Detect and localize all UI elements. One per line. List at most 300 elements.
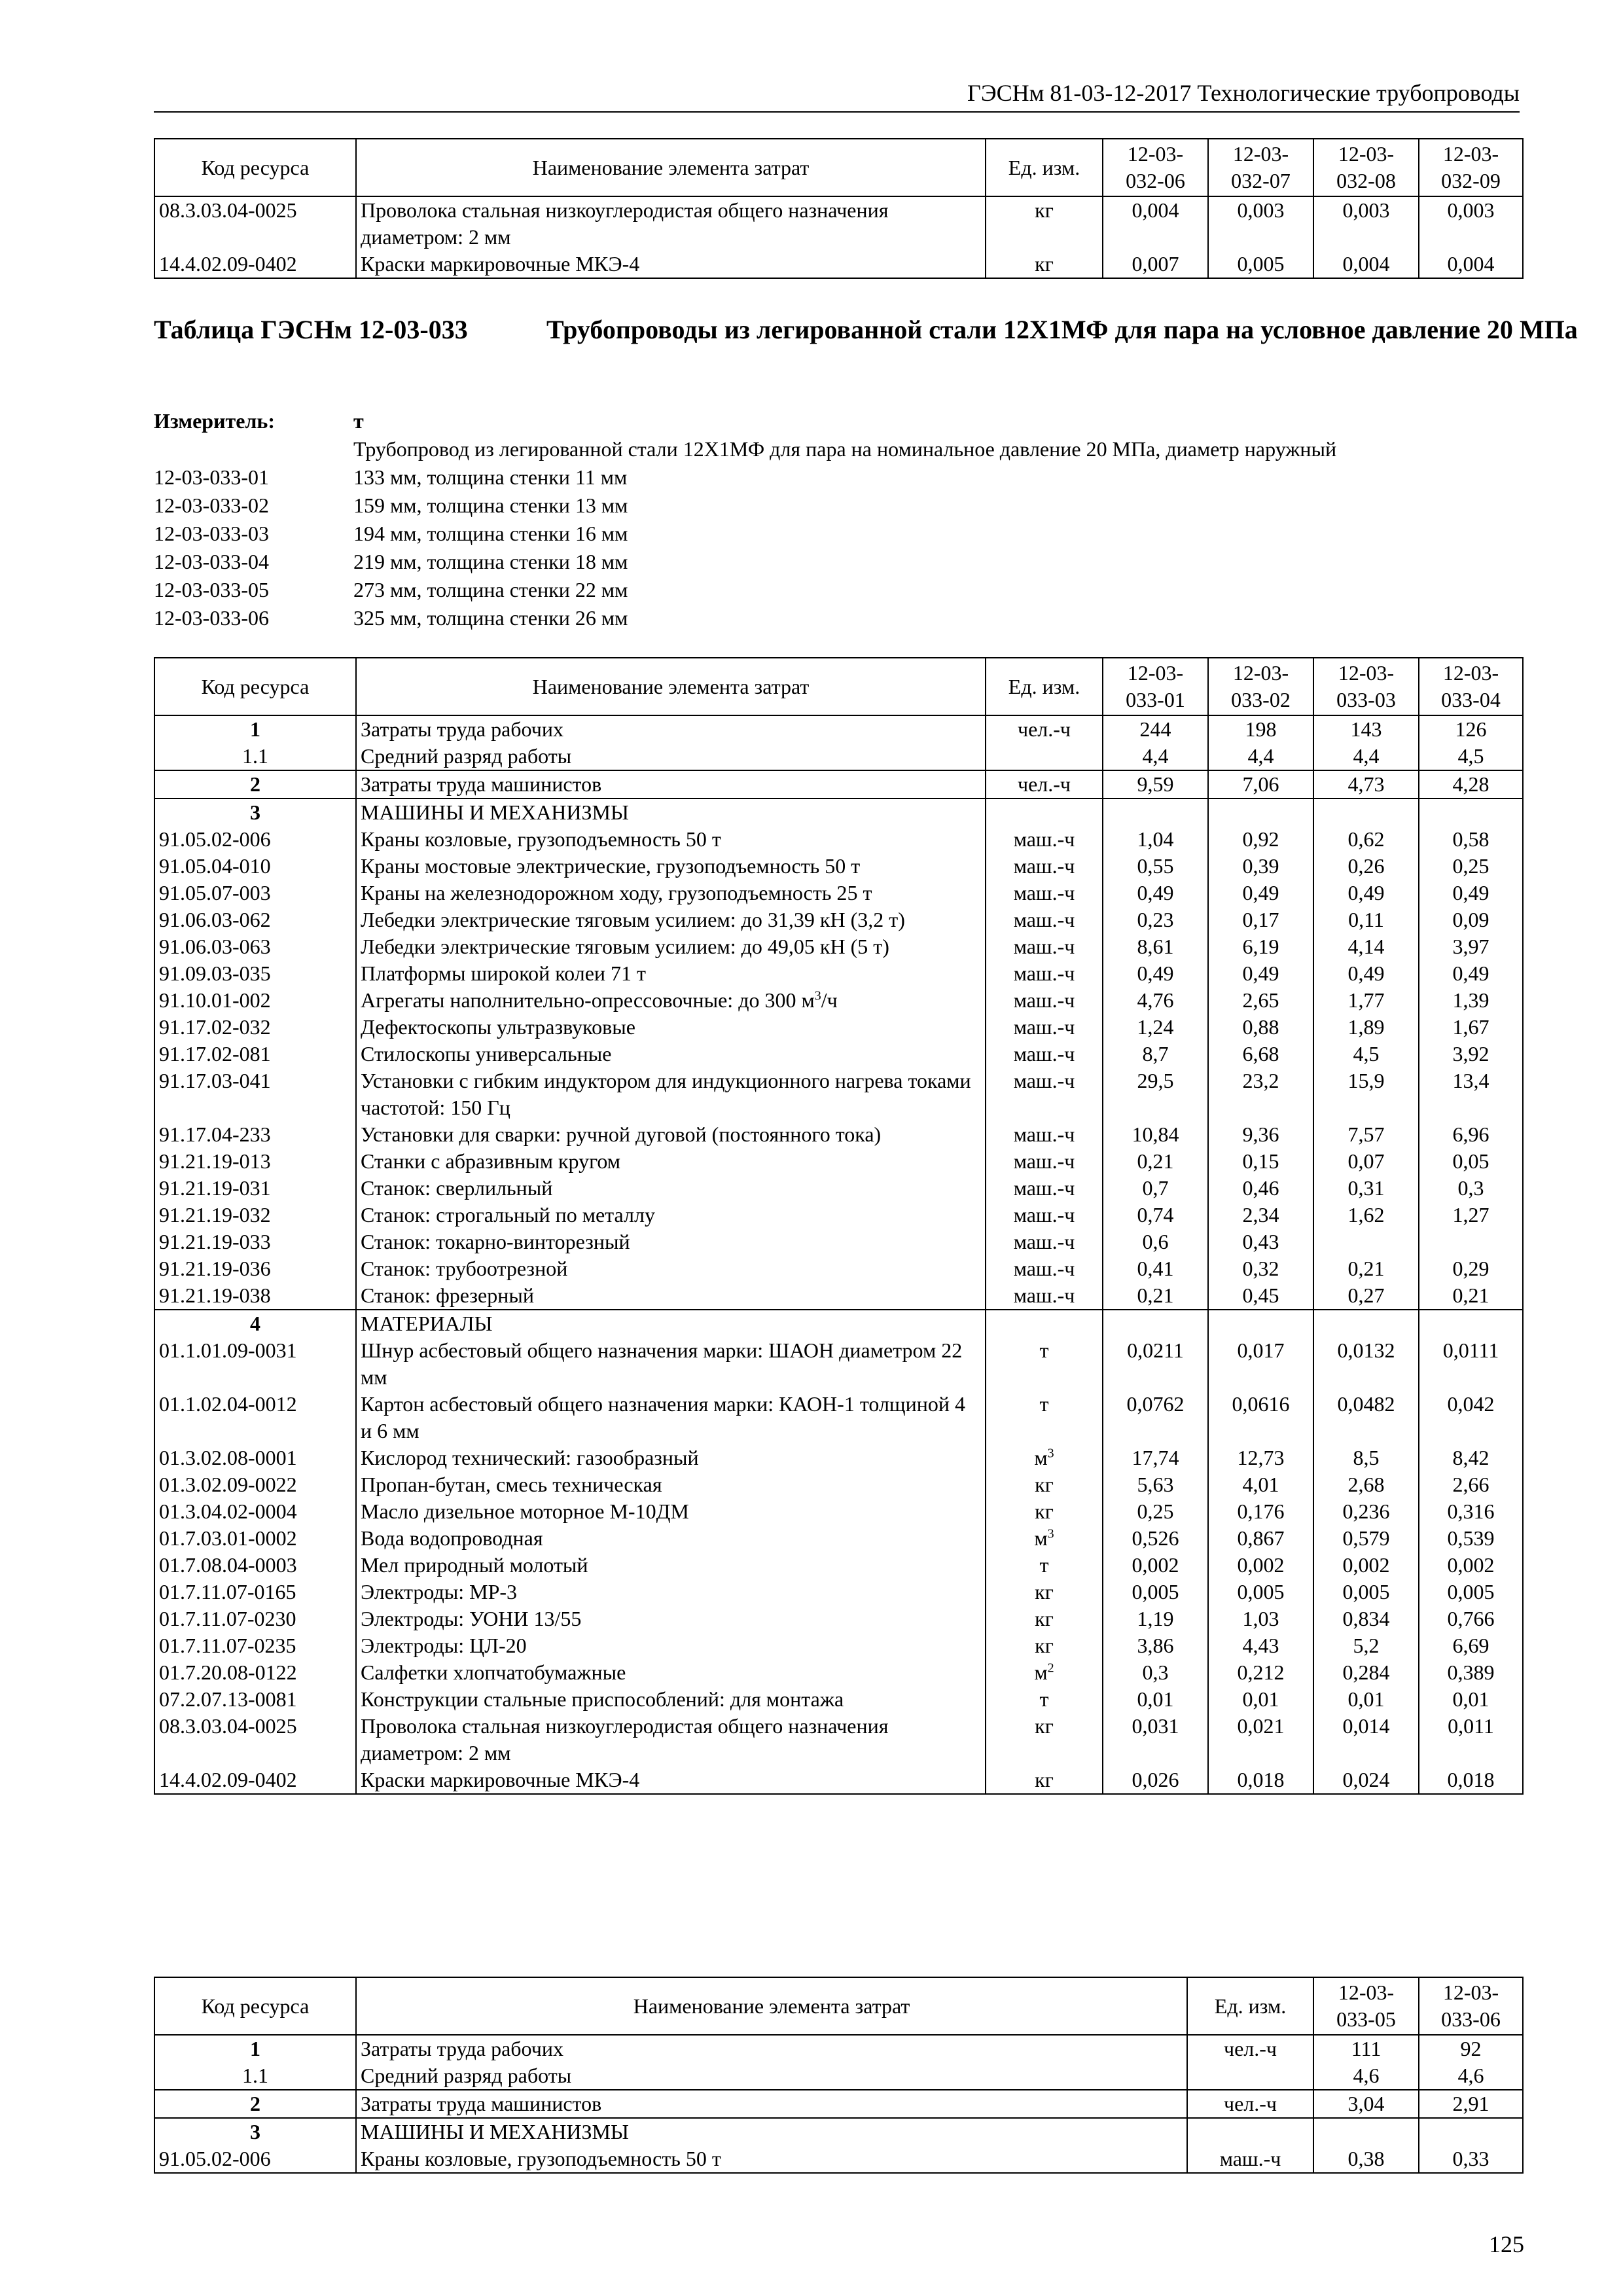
norm-value: 4,6 bbox=[1419, 2062, 1523, 2090]
norm-value: 7,06 bbox=[1208, 770, 1313, 798]
norm-value: 0,579 bbox=[1313, 1525, 1419, 1552]
norm-value: 15,9 bbox=[1313, 1067, 1419, 1121]
measure-item-text: 219 мм, толщина стенки 18 мм bbox=[353, 550, 628, 573]
norm-value: 0,23 bbox=[1103, 906, 1208, 933]
norm-value bbox=[1419, 798, 1523, 826]
norm-value: 4,5 bbox=[1419, 743, 1523, 770]
norm-value: 1,67 bbox=[1419, 1014, 1523, 1041]
resource-code: 91.21.19-013 bbox=[154, 1148, 356, 1175]
resource-name: МАШИНЫ И МЕХАНИЗМЫ bbox=[356, 2118, 1187, 2145]
resource-unit: кг bbox=[986, 1605, 1103, 1632]
resource-unit: маш.-ч bbox=[986, 1229, 1103, 1255]
table-row bbox=[154, 906, 1523, 933]
resource-name: Станок: строгальный по металлу bbox=[356, 1202, 986, 1229]
table-title-label: Таблица ГЭСНм 12-03-033 bbox=[154, 315, 468, 344]
norm-value: 0,042 bbox=[1419, 1391, 1523, 1444]
table-row bbox=[154, 826, 1523, 853]
norm-value: 0,014 bbox=[1313, 1713, 1419, 1767]
norm-value: 4,4 bbox=[1103, 743, 1208, 770]
resource-unit: кг bbox=[986, 1713, 1103, 1767]
resource-unit: маш.-ч bbox=[986, 1041, 1103, 1067]
norm-value: 12,73 bbox=[1208, 1444, 1313, 1471]
norm-value: 2,91 bbox=[1419, 2090, 1523, 2118]
norm-value bbox=[1419, 2118, 1523, 2145]
resource-unit: маш.-ч bbox=[986, 1067, 1103, 1121]
resource-unit: кг bbox=[986, 1632, 1103, 1659]
resource-code: 01.7.11.07-0235 bbox=[154, 1632, 356, 1659]
col-header-unit: Ед. изм. bbox=[986, 139, 1103, 196]
resource-unit: маш.-ч bbox=[986, 853, 1103, 880]
resource-name: Электроды: УОНИ 13/55 bbox=[356, 1605, 986, 1632]
norm-value bbox=[1313, 1229, 1419, 1255]
resource-name: Электроды: ЦЛ-20 bbox=[356, 1632, 986, 1659]
norm-value: 9,36 bbox=[1208, 1121, 1313, 1148]
norm-value: 4,76 bbox=[1103, 987, 1208, 1014]
norm-value: 0,002 bbox=[1419, 1552, 1523, 1579]
resource-unit: маш.-ч bbox=[986, 1202, 1103, 1229]
table-row bbox=[154, 880, 1523, 906]
resource-code: 2 bbox=[154, 2090, 356, 2118]
norm-value: 0,005 bbox=[1103, 1579, 1208, 1605]
norm-value: 0,003 bbox=[1419, 196, 1523, 251]
norm-value bbox=[1208, 1310, 1313, 1337]
norm-value: 0,01 bbox=[1208, 1686, 1313, 1713]
measure-item-code: 12-03-033-04 bbox=[154, 550, 269, 573]
resource-code: 1.1 bbox=[154, 2062, 356, 2090]
table-row bbox=[154, 1014, 1523, 1041]
col-header-code: Код ресурса bbox=[154, 139, 356, 196]
table-row bbox=[154, 251, 1523, 278]
norm-value: 2,66 bbox=[1419, 1471, 1523, 1498]
norm-value: 198 bbox=[1208, 715, 1313, 743]
norm-value: 0,002 bbox=[1103, 1552, 1208, 1579]
norm-value: 23,2 bbox=[1208, 1067, 1313, 1121]
norm-value: 0,74 bbox=[1103, 1202, 1208, 1229]
norm-value: 0,867 bbox=[1208, 1525, 1313, 1552]
norm-value: 0,007 bbox=[1103, 251, 1208, 278]
resource-unit: чел.-ч bbox=[1187, 2090, 1313, 2118]
norm-value: 0,002 bbox=[1208, 1552, 1313, 1579]
measure-item-text: 159 мм, толщина стенки 13 мм bbox=[353, 493, 628, 517]
resource-unit: т bbox=[986, 1686, 1103, 1713]
resource-unit: чел.-ч bbox=[986, 715, 1103, 743]
resource-code: 4 bbox=[154, 1310, 356, 1337]
resource-name: Станок: токарно-винторезный bbox=[356, 1229, 986, 1255]
norm-value: 0,38 bbox=[1313, 2145, 1419, 2173]
resource-code: 14.4.02.09-0402 bbox=[154, 251, 356, 278]
resource-code: 3 bbox=[154, 798, 356, 826]
table-row bbox=[154, 798, 1523, 826]
norm-value: 9,59 bbox=[1103, 770, 1208, 798]
norm-value: 111 bbox=[1313, 2035, 1419, 2062]
table-row bbox=[154, 1391, 1523, 1444]
norm-value: 0,018 bbox=[1208, 1767, 1313, 1794]
measure-item-code: 12-03-033-03 bbox=[154, 522, 269, 545]
norm-value: 0,526 bbox=[1103, 1525, 1208, 1552]
norm-value: 0,39 bbox=[1208, 853, 1313, 880]
norm-value bbox=[1103, 1310, 1208, 1337]
norm-value: 0,49 bbox=[1313, 960, 1419, 987]
table-row bbox=[154, 1175, 1523, 1202]
norm-value: 0,43 bbox=[1208, 1229, 1313, 1255]
norm-value: 0,62 bbox=[1313, 826, 1419, 853]
norm-value: 0,31 bbox=[1313, 1175, 1419, 1202]
col-header-norm: 12-03- 033-05 bbox=[1313, 1977, 1419, 2035]
norm-value: 4,43 bbox=[1208, 1632, 1313, 1659]
table-row bbox=[154, 743, 1523, 770]
norm-value: 0,018 bbox=[1419, 1767, 1523, 1794]
norm-value: 0,92 bbox=[1208, 826, 1313, 853]
norm-value: 7,57 bbox=[1313, 1121, 1419, 1148]
resource-unit: маш.-ч bbox=[986, 1282, 1103, 1310]
norm-value: 0,21 bbox=[1103, 1148, 1208, 1175]
table-row bbox=[154, 1444, 1523, 1471]
resource-code: 91.05.07-003 bbox=[154, 880, 356, 906]
col-header-norm: 12-03- 032-09 bbox=[1419, 139, 1523, 196]
norm-value: 0,46 bbox=[1208, 1175, 1313, 1202]
table-row bbox=[154, 1041, 1523, 1067]
norm-value: 0,25 bbox=[1419, 853, 1523, 880]
table-row bbox=[154, 2145, 1523, 2173]
resource-code: 91.10.01-002 bbox=[154, 987, 356, 1014]
norm-value: 6,96 bbox=[1419, 1121, 1523, 1148]
norm-value: 0,284 bbox=[1313, 1659, 1419, 1686]
norm-value: 0,55 bbox=[1103, 853, 1208, 880]
resource-code: 91.06.03-062 bbox=[154, 906, 356, 933]
norm-value: 3,04 bbox=[1313, 2090, 1419, 2118]
resource-code: 91.21.19-036 bbox=[154, 1255, 356, 1282]
resource-code: 91.05.02-006 bbox=[154, 2145, 356, 2173]
col-header-norm: 12-03- 033-01 bbox=[1103, 658, 1208, 715]
norm-value: 0,005 bbox=[1208, 1579, 1313, 1605]
norm-value: 0,316 bbox=[1419, 1498, 1523, 1525]
norm-value: 0,01 bbox=[1419, 1686, 1523, 1713]
resource-code: 1.1 bbox=[154, 743, 356, 770]
table-row bbox=[154, 2035, 1523, 2062]
norm-value: 2,65 bbox=[1208, 987, 1313, 1014]
resource-unit: маш.-ч bbox=[986, 826, 1103, 853]
measure-item-code: 12-03-033-05 bbox=[154, 578, 269, 601]
resource-name: Краны козловые, грузоподъемность 50 т bbox=[356, 2145, 1187, 2173]
norm-value: 0,236 bbox=[1313, 1498, 1419, 1525]
norm-value: 143 bbox=[1313, 715, 1419, 743]
col-header-name: Наименование элемента затрат bbox=[356, 139, 986, 196]
table-row bbox=[154, 1605, 1523, 1632]
resource-unit bbox=[986, 1310, 1103, 1337]
norm-value: 8,7 bbox=[1103, 1041, 1208, 1067]
norm-value: 0,45 bbox=[1208, 1282, 1313, 1310]
resource-unit: маш.-ч bbox=[986, 1121, 1103, 1148]
measure-item-text: 133 мм, толщина стенки 11 мм bbox=[353, 465, 628, 489]
norm-value: 0,88 bbox=[1208, 1014, 1313, 1041]
resource-code: 01.3.02.08-0001 bbox=[154, 1444, 356, 1471]
resource-name: Вода водопроводная bbox=[356, 1525, 986, 1552]
norm-value: 1,27 bbox=[1419, 1202, 1523, 1229]
resource-code: 08.3.03.04-0025 bbox=[154, 196, 356, 251]
norm-value: 0,003 bbox=[1208, 196, 1313, 251]
measure-item-code: 12-03-033-01 bbox=[154, 465, 269, 489]
table-row bbox=[154, 2090, 1523, 2118]
norm-value: 0,21 bbox=[1419, 1282, 1523, 1310]
resource-name: Краны на железнодорожном ходу, грузоподъемность 25 т bbox=[356, 880, 986, 906]
resource-code: 91.21.19-031 bbox=[154, 1175, 356, 1202]
norm-value: 0,49 bbox=[1419, 960, 1523, 987]
resource-code: 91.17.02-032 bbox=[154, 1014, 356, 1041]
resource-name: Лебедки электрические тяговым усилием: до 31,39 кН (3,2 т) bbox=[356, 906, 986, 933]
resource-code: 1 bbox=[154, 715, 356, 743]
table-row bbox=[154, 1498, 1523, 1525]
resource-name: Краски маркировочные МКЭ-4 bbox=[356, 1767, 986, 1794]
resource-name: Проволока стальная низкоуглеродистая общего назначения диаметром: 2 мм bbox=[356, 196, 986, 251]
col-header-name: Наименование элемента затрат bbox=[356, 658, 986, 715]
resource-name: Масло дизельное моторное М-10ДМ bbox=[356, 1498, 986, 1525]
resource-name: Мел природный молотый bbox=[356, 1552, 986, 1579]
table-row bbox=[154, 933, 1523, 960]
table-row bbox=[154, 2062, 1523, 2090]
measure-description: Трубопровод из легированной стали 12Х1МФ для пара на номинальное давление 20 МПа, диаметр наружный bbox=[353, 437, 1337, 461]
table-row bbox=[154, 1767, 1523, 1794]
table-row bbox=[154, 196, 1523, 251]
norm-value: 29,5 bbox=[1103, 1067, 1208, 1121]
table-row bbox=[154, 1659, 1523, 1686]
norm-value: 1,89 bbox=[1313, 1014, 1419, 1041]
norm-value: 0,0132 bbox=[1313, 1337, 1419, 1391]
norm-value: 4,28 bbox=[1419, 770, 1523, 798]
norm-value: 0,002 bbox=[1313, 1552, 1419, 1579]
resource-unit: чел.-ч bbox=[986, 770, 1103, 798]
col-header-norm: 12-03- 033-04 bbox=[1419, 658, 1523, 715]
resource-unit: кг bbox=[986, 1767, 1103, 1794]
resource-unit: кг bbox=[986, 1498, 1103, 1525]
norm-value: 0,004 bbox=[1313, 251, 1419, 278]
norm-value: 0,3 bbox=[1103, 1659, 1208, 1686]
table-row bbox=[154, 1552, 1523, 1579]
norm-value: 0,176 bbox=[1208, 1498, 1313, 1525]
resource-code: 14.4.02.09-0402 bbox=[154, 1767, 356, 1794]
resource-unit: маш.-ч bbox=[1187, 2145, 1313, 2173]
norm-value: 0,017 bbox=[1208, 1337, 1313, 1391]
resource-unit: маш.-ч bbox=[986, 1255, 1103, 1282]
norm-value bbox=[1313, 2118, 1419, 2145]
resource-code: 91.21.19-032 bbox=[154, 1202, 356, 1229]
norm-value: 0,49 bbox=[1419, 880, 1523, 906]
resource-name: Затраты труда рабочих bbox=[356, 715, 986, 743]
table-header-row bbox=[154, 1977, 1523, 2035]
measure-item-text: 273 мм, толщина стенки 22 мм bbox=[353, 578, 628, 601]
resource-name: Пропан-бутан, смесь техническая bbox=[356, 1471, 986, 1498]
norm-value: 0,49 bbox=[1208, 960, 1313, 987]
norm-value: 4,14 bbox=[1313, 933, 1419, 960]
norm-value: 0,32 bbox=[1208, 1255, 1313, 1282]
resource-code: 91.17.04-233 bbox=[154, 1121, 356, 1148]
resource-name: Краны козловые, грузоподъемность 50 т bbox=[356, 826, 986, 853]
table-row bbox=[154, 715, 1523, 743]
resource-name: Лебедки электрические тяговым усилием: до 49,05 кН (5 т) bbox=[356, 933, 986, 960]
norm-value: 0,003 bbox=[1313, 196, 1419, 251]
norm-value: 5,2 bbox=[1313, 1632, 1419, 1659]
resource-name: Проволока стальная низкоуглеродистая общего назначения диаметром: 2 мм bbox=[356, 1713, 986, 1767]
norm-value: 4,5 bbox=[1313, 1041, 1419, 1067]
norm-value: 0,07 bbox=[1313, 1148, 1419, 1175]
resource-unit: $м^3$ bbox=[986, 1444, 1103, 1471]
norm-value: 0,17 bbox=[1208, 906, 1313, 933]
resource-unit: $м^3$ bbox=[986, 1525, 1103, 1552]
resource-unit: кг bbox=[986, 251, 1103, 278]
col-header-norm: 12-03- 032-08 bbox=[1313, 139, 1419, 196]
resource-unit bbox=[1187, 2062, 1313, 2090]
table-row bbox=[154, 1202, 1523, 1229]
table-row bbox=[154, 1121, 1523, 1148]
resource-unit: т bbox=[986, 1391, 1103, 1444]
resource-code: 07.2.07.13-0081 bbox=[154, 1686, 356, 1713]
norm-value: 0,09 bbox=[1419, 906, 1523, 933]
norm-value: 0,0762 bbox=[1103, 1391, 1208, 1444]
resource-name: МАТЕРИАЛЫ bbox=[356, 1310, 986, 1337]
norm-value: 3,86 bbox=[1103, 1632, 1208, 1659]
norm-value: 0,11 bbox=[1313, 906, 1419, 933]
resource-name: Затраты труда рабочих bbox=[356, 2035, 1187, 2062]
norm-value: 4,01 bbox=[1208, 1471, 1313, 1498]
col-header-norm: 12-03- 033-03 bbox=[1313, 658, 1419, 715]
norm-value: 0,6 bbox=[1103, 1229, 1208, 1255]
resource-code: 91.17.02-081 bbox=[154, 1041, 356, 1067]
resource-code: 91.09.03-035 bbox=[154, 960, 356, 987]
table-title-text: Трубопроводы из легированной стали 12Х1МФ для пара на условное давление 20 МПа bbox=[546, 315, 1578, 344]
norm-value: 10,84 bbox=[1103, 1121, 1208, 1148]
table-row bbox=[154, 1337, 1523, 1391]
resource-name: Станок: сверлильный bbox=[356, 1175, 986, 1202]
table-row bbox=[154, 1525, 1523, 1552]
cost-table-033-a bbox=[154, 657, 1524, 1795]
norm-value: 0,58 bbox=[1419, 826, 1523, 853]
resource-name: Затраты труда машинистов bbox=[356, 2090, 1187, 2118]
resource-unit bbox=[986, 798, 1103, 826]
norm-value: 0,0211 bbox=[1103, 1337, 1208, 1391]
resource-name: Установки с гибким индуктором для индукционного нагрева токами частотой: 150 Гц bbox=[356, 1067, 986, 1121]
norm-value: 0,26 bbox=[1313, 853, 1419, 880]
norm-value: 0,834 bbox=[1313, 1605, 1419, 1632]
cost-table-033-b bbox=[154, 1977, 1524, 2174]
resource-unit: т bbox=[986, 1552, 1103, 1579]
resource-name: Агрегаты наполнительно-опрессовочные: до 300 $м^3/ч$ bbox=[356, 987, 986, 1014]
resource-code: 2 bbox=[154, 770, 356, 798]
table-row bbox=[154, 1148, 1523, 1175]
table-row bbox=[154, 1067, 1523, 1121]
norm-value: 126 bbox=[1419, 715, 1523, 743]
resource-code: 01.3.04.02-0004 bbox=[154, 1498, 356, 1525]
resource-code: 1 bbox=[154, 2035, 356, 2062]
resource-code: 01.7.03.01-0002 bbox=[154, 1525, 356, 1552]
norm-value: 1,03 bbox=[1208, 1605, 1313, 1632]
resource-unit: маш.-ч bbox=[986, 960, 1103, 987]
table-row bbox=[154, 1282, 1523, 1310]
norm-value: 0,212 bbox=[1208, 1659, 1313, 1686]
norm-value: 1,77 bbox=[1313, 987, 1419, 1014]
norm-value: 1,19 bbox=[1103, 1605, 1208, 1632]
table-row bbox=[154, 1632, 1523, 1659]
norm-value: 4,73 bbox=[1313, 770, 1419, 798]
norm-value: 0,49 bbox=[1103, 880, 1208, 906]
table-row bbox=[154, 1229, 1523, 1255]
norm-value: 0,004 bbox=[1419, 251, 1523, 278]
resource-code: 01.7.08.04-0003 bbox=[154, 1552, 356, 1579]
col-header-norm: 12-03- 032-07 bbox=[1208, 139, 1313, 196]
col-header-norm: 12-03- 032-06 bbox=[1103, 139, 1208, 196]
norm-value: 0,011 bbox=[1419, 1713, 1523, 1767]
measure-value: т bbox=[353, 409, 364, 433]
norm-value: 0,0482 bbox=[1313, 1391, 1419, 1444]
resource-unit: маш.-ч bbox=[986, 933, 1103, 960]
resource-unit: маш.-ч bbox=[986, 1014, 1103, 1041]
norm-value: 0,27 bbox=[1313, 1282, 1419, 1310]
norm-value: 0,01 bbox=[1313, 1686, 1419, 1713]
resource-name: Краны мостовые электрические, грузоподъемность 50 т bbox=[356, 853, 986, 880]
norm-value: 6,68 bbox=[1208, 1041, 1313, 1067]
norm-value: 0,0616 bbox=[1208, 1391, 1313, 1444]
norm-value: 0,031 bbox=[1103, 1713, 1208, 1767]
norm-value: 1,04 bbox=[1103, 826, 1208, 853]
col-header-unit: Ед. изм. bbox=[986, 658, 1103, 715]
table-row bbox=[154, 770, 1523, 798]
resource-code: 3 bbox=[154, 2118, 356, 2145]
table-row bbox=[154, 1713, 1523, 1767]
norm-value: 0,005 bbox=[1208, 251, 1313, 278]
table-row bbox=[154, 2118, 1523, 2145]
resource-code: 01.3.02.09-0022 bbox=[154, 1471, 356, 1498]
table-row bbox=[154, 1255, 1523, 1282]
col-header-code: Код ресурса bbox=[154, 1977, 356, 2035]
resource-unit: маш.-ч bbox=[986, 906, 1103, 933]
col-header-name: Наименование элемента затрат bbox=[356, 1977, 1187, 2035]
resource-unit: кг bbox=[986, 1579, 1103, 1605]
resource-unit: чел.-ч bbox=[1187, 2035, 1313, 2062]
resource-name: Затраты труда машинистов bbox=[356, 770, 986, 798]
table-row bbox=[154, 1579, 1523, 1605]
resource-code: 91.17.03-041 bbox=[154, 1067, 356, 1121]
running-header: ГЭСНм 81-03-12-2017 Технологические трубопроводы bbox=[154, 77, 1520, 113]
norm-value: 0,005 bbox=[1313, 1579, 1419, 1605]
norm-value: 1,24 bbox=[1103, 1014, 1208, 1041]
resource-code: 08.3.03.04-0025 bbox=[154, 1713, 356, 1767]
resource-code: 01.1.01.09-0031 bbox=[154, 1337, 356, 1391]
norm-value: 0,33 bbox=[1419, 2145, 1523, 2173]
table-row bbox=[154, 853, 1523, 880]
resource-code: 01.7.20.08-0122 bbox=[154, 1659, 356, 1686]
norm-value: 6,19 bbox=[1208, 933, 1313, 960]
norm-value: 8,5 bbox=[1313, 1444, 1419, 1471]
resource-name: Установки для сварки: ручной дуговой (постоянного тока) bbox=[356, 1121, 986, 1148]
resource-name: Дефектоскопы ультразвуковые bbox=[356, 1014, 986, 1041]
norm-value: 3,92 bbox=[1419, 1041, 1523, 1067]
norm-value: 0,29 bbox=[1419, 1255, 1523, 1282]
table-row bbox=[154, 960, 1523, 987]
resource-code: 91.05.04-010 bbox=[154, 853, 356, 880]
table-row bbox=[154, 1471, 1523, 1498]
norm-value: 4,4 bbox=[1313, 743, 1419, 770]
norm-value: 0,49 bbox=[1103, 960, 1208, 987]
resource-name: Электроды: МР-3 bbox=[356, 1579, 986, 1605]
norm-value: 0,0111 bbox=[1419, 1337, 1523, 1391]
page-number: 125 bbox=[1489, 2231, 1524, 2257]
norm-value: 1,62 bbox=[1313, 1202, 1419, 1229]
norm-value: 0,004 bbox=[1103, 196, 1208, 251]
norm-value: 0,024 bbox=[1313, 1767, 1419, 1794]
col-header-code: Код ресурса bbox=[154, 658, 356, 715]
norm-value bbox=[1208, 798, 1313, 826]
norm-value: 0,21 bbox=[1103, 1282, 1208, 1310]
resource-name: Станок: фрезерный bbox=[356, 1282, 986, 1310]
resource-name: Средний разряд работы bbox=[356, 743, 986, 770]
